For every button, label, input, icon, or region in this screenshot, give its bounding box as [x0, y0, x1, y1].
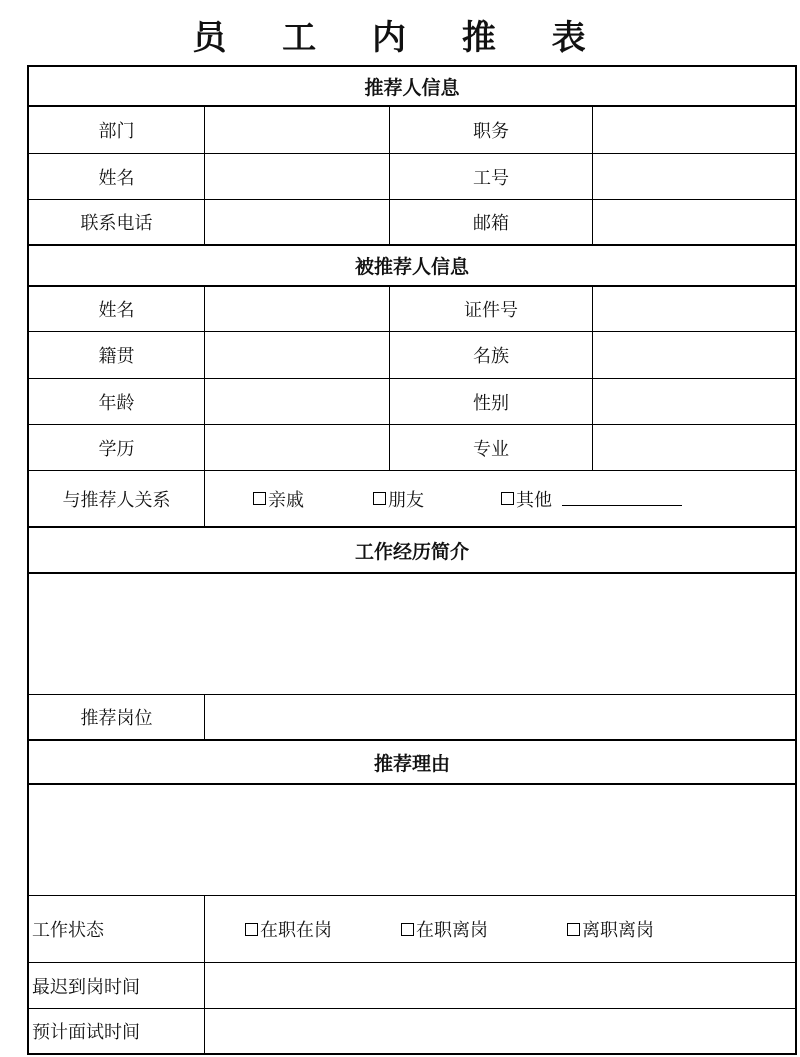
option-friend[interactable] [373, 471, 424, 526]
field-phone[interactable] [205, 200, 390, 244]
section-title-referee: 被推荐人信息 [354, 256, 469, 278]
label-email: 邮箱 [390, 200, 593, 244]
label-recommended-position: 推荐岗位 [29, 695, 205, 739]
section-header-work-experience [29, 528, 795, 574]
form-table [27, 65, 797, 1055]
label-phone: 联系电话 [29, 200, 205, 244]
label-interview-time: 预计面试时间 [29, 1009, 205, 1053]
field-native-place[interactable] [205, 332, 390, 378]
row-education [29, 425, 795, 471]
field-position[interactable] [593, 107, 795, 153]
field-major[interactable] [593, 425, 795, 470]
field-id-number[interactable] [593, 287, 795, 331]
row-department [29, 107, 795, 154]
field-referrer-name[interactable] [205, 154, 390, 199]
field-department[interactable] [205, 107, 390, 153]
label-referrer-name: 姓名 [29, 154, 205, 199]
option-other[interactable] [501, 471, 682, 526]
section-title-reason: 推荐理由 [373, 752, 450, 775]
row-native-place [29, 332, 795, 379]
checkbox-relative[interactable] [253, 492, 266, 505]
field-employee-id[interactable] [593, 154, 795, 199]
field-work-experience[interactable] [29, 574, 795, 695]
field-referee-name[interactable] [205, 287, 390, 331]
field-age[interactable] [205, 379, 390, 424]
label-relation: 与推荐人关系 [29, 471, 205, 526]
option-employed-on-duty-label: 在职在岗 [260, 920, 332, 941]
label-referee-name: 姓名 [29, 287, 205, 331]
row-age [29, 379, 795, 425]
row-phone [29, 200, 795, 246]
option-employed-off-duty-label: 在职离岗 [416, 920, 488, 941]
row-referee-name [29, 287, 795, 332]
section-header-referee [29, 246, 795, 287]
label-id-number: 证件号 [390, 287, 593, 331]
row-relation [29, 471, 795, 528]
section-header-reason [29, 741, 795, 785]
row-latest-start-time [29, 963, 795, 1009]
option-other-label: 其他 [516, 489, 552, 511]
label-gender: 性别 [390, 379, 593, 424]
form-title: 员 工 内 推 表 [192, 18, 608, 58]
option-employed-on-duty[interactable] [245, 896, 332, 962]
field-interview-time[interactable] [205, 1009, 795, 1053]
row-referrer-name [29, 154, 795, 200]
section-title-referrer: 推荐人信息 [364, 76, 460, 99]
label-employee-id: 工号 [390, 154, 593, 199]
row-work-status [29, 896, 795, 963]
field-gender[interactable] [593, 379, 795, 424]
label-age: 年龄 [29, 379, 205, 424]
option-employed-off-duty[interactable] [401, 896, 488, 962]
checkbox-employed-off-duty[interactable] [401, 923, 414, 936]
label-work-status: 工作状态 [29, 896, 205, 962]
checkbox-friend[interactable] [373, 492, 386, 505]
option-resigned-label: 离职离岗 [582, 920, 654, 941]
field-email[interactable] [593, 200, 795, 244]
option-relative-label: 亲戚 [268, 489, 304, 511]
label-latest-start-time: 最迟到岗时间 [29, 963, 205, 1008]
checkbox-employed-on-duty[interactable] [245, 923, 258, 936]
field-education[interactable] [205, 425, 390, 470]
option-friend-label: 朋友 [388, 489, 424, 511]
section-header-referrer [29, 67, 795, 107]
field-reason[interactable] [29, 785, 795, 896]
section-title-work-experience: 工作经历简介 [354, 540, 469, 563]
label-position: 职务 [390, 107, 593, 153]
checkbox-other[interactable] [501, 492, 514, 505]
row-interview-time [29, 1009, 795, 1053]
option-resigned[interactable] [567, 896, 654, 962]
label-major: 专业 [390, 425, 593, 470]
field-recommended-position[interactable] [205, 695, 795, 739]
field-ethnicity[interactable] [593, 332, 795, 378]
other-fill-line[interactable] [562, 505, 682, 506]
label-department: 部门 [29, 107, 205, 153]
checkbox-resigned[interactable] [567, 923, 580, 936]
label-ethnicity: 名族 [390, 332, 593, 378]
row-recommended-position [29, 695, 795, 741]
option-relative[interactable] [253, 471, 304, 526]
label-native-place: 籍贯 [29, 332, 205, 378]
field-latest-start-time[interactable] [205, 963, 795, 1008]
label-education: 学历 [29, 425, 205, 470]
